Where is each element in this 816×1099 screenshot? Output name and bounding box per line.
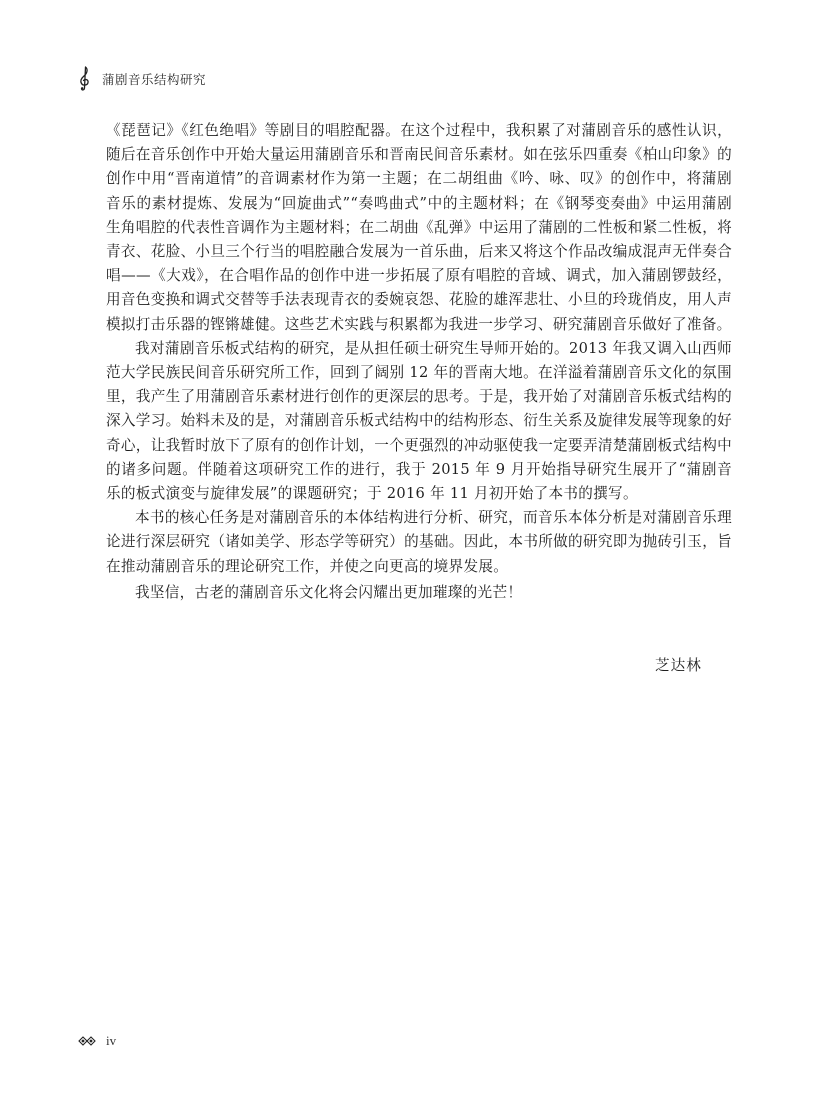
author-signature: 芝达林 xyxy=(655,657,702,674)
paragraph-2: 我对蒲剧音乐板式结构的研究，是从担任硕士研究生导师开始的。2013 年我又调入山西师范大学民族民间音乐研究所工作，回到了阔别 12 年的晋南大地。在洋溢着蒲剧音乐文化的氛围里，我产生了用蒲剧音乐素材进行创作的更深层的思考。于是，我开始了对蒲剧音乐板式结构的深入学习。始料未及的是，对蒲剧音乐板式结构中的结构形态、衍生关系及旋律发展等现象的好奇心，让我暂时放下了原有的创作计划，一个更强烈的冲动驱使我一定要弄清楚蒲剧板式结构中的诸多问题。伴随着这项研究工作的进行，我于 2015 年 9 月开始指导研究生展开了“蒲剧音乐的板式演变与旋律发展”的课题研究；于 2016 年 11 月初开始了本书的撰写。 xyxy=(106,339,732,503)
header-title: 蒲剧音乐结构研究 xyxy=(102,72,207,87)
paragraph-3: 本书的核心任务是对蒲剧音乐的本体结构进行分析、研究，而音乐本体分析是对蒲剧音乐理论进行深层研究（诸如美学、形态学等研究）的基础。因此，本书所做的研究即为抛砖引玉，旨在推动蒲剧音乐的理论研究工作，并使之向更高的境界发展。 xyxy=(106,509,732,575)
paragraph-1: 《琵琶记》《红色绝唱》等剧目的唱腔配器。在这个过程中，我积累了对蒲剧音乐的感性认识，随后在音乐创作中开始大量运用蒲剧音乐和晋南民间音乐素材。如在弦乐四重奏《柏山印象》的创作中用“晋南道情”的音调素材作为第一主题；在二胡组曲《吟、咏、叹》的创作中，将蒲剧音乐的素材提炼、发展为“回旋曲式”“奏鸣曲式”中的主题材料；在《钢琴变奏曲》中运用蒲剧生角唱腔的代表性音调作为主题材料；在二胡曲《乱弹》中运用了蒲剧的二性板和紧二性板，将青衣、花脸、小旦三个行当的唱腔融合发展为一首乐曲，后来又将这个作品改编成混声无伴奏合唱——《大戏》，在合唱作品的创作中进一步拓展了原有唱腔的音域、调式，加入蒲剧锣鼓经，用音色变换和调式交替等手法表现青衣的委婉哀怨、花脸的雄浑悲壮、小旦的玲珑俏皮，用人声模拟打击乐器的铿锵雄健。这些艺术实践与积累都为我进一步学习、研究蒲剧音乐做好了准备。 xyxy=(106,122,732,333)
paragraph-4: 我坚信，古老的蒲剧音乐文化将会闪耀出更加璀璨的光芒！ xyxy=(135,583,523,601)
running-header xyxy=(78,66,206,92)
preface-body xyxy=(106,119,732,605)
page-number: iv xyxy=(106,1033,117,1048)
ornament-icon xyxy=(78,1035,96,1047)
page-footer xyxy=(78,1031,116,1051)
treble-clef-icon xyxy=(78,66,92,92)
